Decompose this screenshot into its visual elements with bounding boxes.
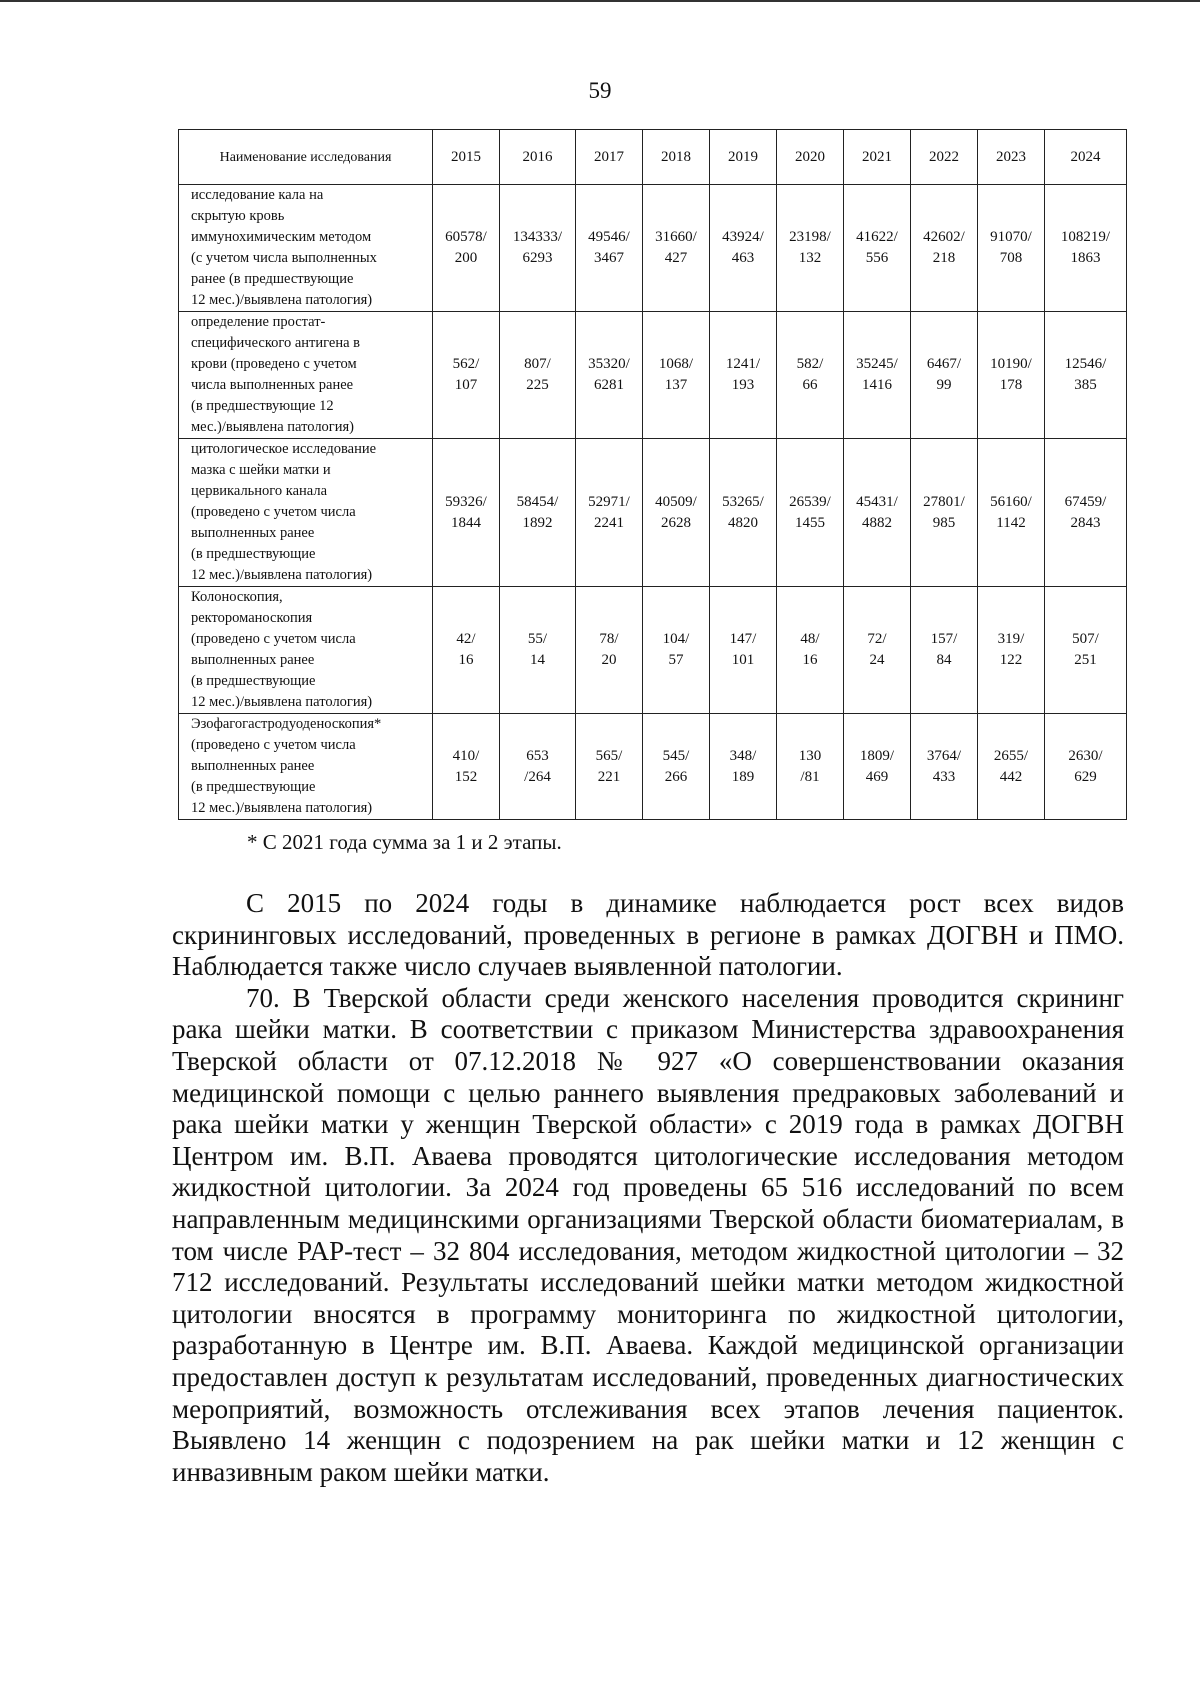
total-count: 41622/ [856, 229, 898, 245]
study-name-line: 12 мес.)/выявлена патология) [191, 292, 373, 308]
pathology-count: 84 [936, 652, 952, 668]
total-count: 59326/ [445, 493, 487, 510]
study-name-line: скрытую кровь [191, 208, 285, 224]
study-name-line: специфического антигена в [191, 335, 361, 351]
pathology-count: 24 [869, 652, 885, 668]
pathology-count: 189 [731, 768, 755, 785]
value-cell [433, 439, 500, 587]
pathology-count: /81 [800, 768, 820, 785]
total-count: 78/ [599, 631, 619, 647]
study-name-line: (в предшествующие [191, 673, 316, 689]
study-name-line: (в предшествующие 12 [191, 398, 334, 414]
pathology-count: 385 [1074, 377, 1097, 393]
pathology-count: 6293 [522, 250, 553, 266]
pathology-count: 101 [731, 652, 755, 668]
year-header: 2017 [576, 130, 643, 185]
study-name-line: 12 мес.)/выявлена патология) [191, 694, 373, 710]
total-count: 42602/ [923, 229, 965, 245]
study-name-line: 12 мес.)/выявлена патология) [191, 567, 373, 583]
pathology-count: 107 [454, 377, 478, 393]
value-cell [576, 587, 643, 714]
value-cell [777, 587, 844, 714]
pathology-count: 200 [454, 250, 478, 266]
total-count: 1068/ [658, 356, 694, 372]
total-count: 35245/ [856, 356, 898, 372]
value-cell [911, 714, 978, 820]
pathology-count: 1863 [1070, 250, 1101, 266]
value-cell [911, 587, 978, 714]
pathology-count: 1142 [996, 514, 1026, 531]
study-name-line: крови (проведено с учетом [191, 356, 357, 372]
pathology-count: 4820 [728, 514, 758, 531]
total-count: 565/ [595, 747, 623, 764]
total-count: 562/ [452, 356, 480, 372]
value-cell [433, 587, 500, 714]
study-name-line: (проведено с учетом числа [191, 631, 356, 647]
year-header: 2020 [777, 130, 844, 185]
study-name-line: (проведено с учетом числа [191, 504, 356, 520]
page-top-edge [0, 0, 1200, 2]
value-cell [844, 312, 911, 439]
study-name-line: выполненных ранее [191, 525, 315, 541]
pathology-count: 137 [664, 377, 688, 393]
total-count: 91070/ [990, 229, 1032, 245]
pathology-count: 225 [526, 377, 549, 393]
value-cell [978, 714, 1045, 820]
pathology-count: 99 [936, 377, 952, 393]
value-cell [500, 439, 576, 587]
pathology-count: 193 [731, 377, 755, 393]
pathology-count: 433 [932, 768, 956, 785]
value-cell [710, 312, 777, 439]
total-count: 582/ [796, 356, 824, 372]
value-cell [576, 439, 643, 587]
pathology-count: 266 [664, 768, 688, 785]
study-name-line: (в предшествующие [191, 779, 316, 795]
study-name-line: мазка с шейки матки и [191, 462, 331, 478]
study-name-line: 12 мес.)/выявлена патология) [191, 800, 373, 816]
pathology-count: 14 [530, 652, 545, 668]
total-count: 134333/ [512, 229, 563, 245]
pathology-count: 463 [731, 250, 755, 266]
value-cell [777, 312, 844, 439]
total-count: 27801/ [923, 493, 965, 510]
pathology-count: 57 [668, 652, 684, 668]
pathology-count: 20 [601, 652, 617, 668]
pathology-count: 469 [865, 768, 889, 785]
total-count: 1241/ [725, 356, 761, 372]
total-count: 55/ [527, 631, 548, 647]
total-count: 43924/ [722, 229, 764, 245]
study-name-cell [179, 185, 433, 312]
pathology-count: 122 [999, 652, 1023, 668]
value-cell [643, 185, 710, 312]
value-cell [710, 714, 777, 820]
pathology-count: 1844 [451, 514, 481, 531]
name-column-header: Наименование исследования [179, 130, 433, 185]
total-count: 23198/ [789, 229, 831, 245]
total-count: 56160/ [990, 493, 1032, 510]
screening-table [178, 129, 1127, 820]
total-count: 67459/ [1064, 493, 1107, 510]
value-cell [911, 439, 978, 587]
year-header: 2024 [1045, 130, 1127, 185]
study-name-line: выполненных ранее [191, 758, 315, 774]
pathology-count: 442 [999, 768, 1023, 785]
pathology-count: 132 [798, 250, 822, 266]
study-name-line: (проведено с учетом числа [191, 737, 356, 753]
value-cell [911, 185, 978, 312]
pathology-count: 251 [1074, 652, 1097, 668]
value-cell [777, 714, 844, 820]
value-cell [643, 587, 710, 714]
study-name-line: цитологическое исследование [191, 441, 377, 457]
value-cell [978, 587, 1045, 714]
total-count: 48/ [800, 631, 820, 647]
total-count: 49546/ [588, 229, 630, 245]
total-count: 2655/ [993, 747, 1029, 764]
year-header: 2023 [978, 130, 1045, 185]
value-cell [1045, 587, 1127, 714]
value-cell [1045, 312, 1127, 439]
value-cell [643, 312, 710, 439]
study-name-line: Эзофагогастродуоденоскопия* [191, 716, 382, 732]
total-count: 45431/ [856, 493, 898, 510]
value-cell [433, 185, 500, 312]
pathology-count: 1892 [522, 514, 553, 531]
year-header: 2018 [643, 130, 710, 185]
total-count: 319/ [997, 631, 1025, 647]
total-count: 1809/ [859, 747, 895, 764]
study-name-cell [179, 439, 433, 587]
pathology-count: 708 [999, 250, 1023, 266]
paragraph: 70. В Тверской области среди женского населения проводится скрининг рака шейки матки. В соответствии с приказом Министерства здравоохранения Тверской области от 07.12.2018 № 927 «О совершенствовании оказания медицинской помощи с целью раннего выявления предраковых заболеваний и рака шейки матки у женщин Тверской области» с 2019 года в рамках ДОГВН Центром им. В.П. Аваева проводятся цитологические исследования методом жидкостной цитологии. За 2024 год проведены 65 516 исследований по всем направленным медицинскими организациями Тверской области биоматериалам, в том числе PAP-тест – 32 804 исследования, методом жидкостной цитологии – 32 712 исследований. Результаты исследований шейки матки методом жидкостной цитологии вносятся в программу мониторинга по жидкостной цитологии, разработанную в Центре им. В.П. Аваева. Каждой медицинской организации предоставлен доступ к результатам исследований, проведенных диагностических мероприятий, возможность отслеживания всех этапов лечения пациенток. Выявлено 14 женщин с подозрением на рак шейки матки и 12 женщин с инвазивным раком шейки матки. [172, 982, 1124, 1487]
pathology-count: 16 [802, 652, 818, 668]
value-cell [643, 714, 710, 820]
year-header: 2022 [911, 130, 978, 185]
pathology-count: 6281 [594, 377, 624, 393]
pathology-count: 556 [865, 250, 889, 266]
value-cell [710, 185, 777, 312]
body-text [172, 888, 1124, 1488]
table-row [179, 185, 1127, 312]
pathology-count: 2628 [661, 514, 691, 531]
value-cell [710, 439, 777, 587]
total-count: 157/ [930, 631, 958, 647]
total-count: 2630/ [1068, 747, 1103, 764]
study-name-cell [179, 312, 433, 439]
total-count: 31660/ [655, 229, 697, 245]
study-name-cell [179, 714, 433, 820]
value-cell [978, 439, 1045, 587]
study-name-line: цервикального канала [191, 483, 328, 499]
value-cell [844, 439, 911, 587]
page-number: 59 [588, 78, 612, 103]
value-cell [844, 185, 911, 312]
value-cell [500, 587, 576, 714]
total-count: 147/ [729, 631, 757, 647]
study-name-line: определение простат- [191, 314, 326, 330]
value-cell [844, 587, 911, 714]
study-name-line: исследование кала на [191, 187, 324, 203]
value-cell [844, 714, 911, 820]
year-header: 2021 [844, 130, 911, 185]
table-row [179, 312, 1127, 439]
value-cell [500, 714, 576, 820]
value-cell [576, 312, 643, 439]
pathology-count: 218 [932, 250, 956, 266]
total-count: 60578/ [445, 229, 487, 245]
pathology-count: 221 [597, 768, 621, 785]
study-name-line: (с учетом числа выполненных [191, 250, 377, 266]
total-count: 130 [798, 747, 822, 764]
value-cell [1045, 185, 1127, 312]
value-cell [576, 714, 643, 820]
value-cell [433, 312, 500, 439]
total-count: 104/ [662, 631, 690, 647]
total-count: 40509/ [655, 493, 697, 510]
study-name-line: Колоноскопия, [191, 589, 283, 605]
year-header: 2019 [710, 130, 777, 185]
year-header: 2015 [433, 130, 500, 185]
value-cell [978, 185, 1045, 312]
value-cell [643, 439, 710, 587]
pathology-count: 66 [802, 377, 818, 393]
study-name-line: мес.)/выявлена патология) [191, 419, 355, 435]
total-count: 807/ [524, 356, 551, 372]
total-count: 12546/ [1064, 356, 1107, 372]
total-count: 10190/ [990, 356, 1032, 372]
value-cell [777, 439, 844, 587]
pathology-count: 1416 [862, 377, 892, 393]
value-cell [500, 312, 576, 439]
table-footnote: * С 2021 года сумма за 1 и 2 этапы. [247, 830, 562, 854]
total-count: 3764/ [926, 747, 962, 764]
study-name-line: (в предшествующие [191, 546, 316, 562]
table-row [179, 714, 1127, 820]
table-row [179, 587, 1127, 714]
total-count: 108219/ [1060, 229, 1111, 245]
total-count: 410/ [452, 747, 480, 764]
table-header-row [179, 130, 1127, 185]
value-cell [1045, 714, 1127, 820]
total-count: 6467/ [926, 356, 962, 372]
value-cell [433, 714, 500, 820]
study-name-line: ранее (в предшествующие [191, 271, 354, 287]
total-count: 35320/ [588, 356, 630, 372]
value-cell [500, 185, 576, 312]
total-count: 72/ [867, 631, 887, 647]
total-count: 653 [526, 747, 549, 764]
value-cell [1045, 439, 1127, 587]
pathology-count: 16 [458, 652, 474, 668]
pathology-count: 2241 [594, 514, 624, 531]
pathology-count: 4882 [862, 514, 892, 531]
study-name-line: иммунохимическим методом [191, 229, 372, 245]
pathology-count: 985 [932, 514, 956, 531]
pathology-count: 629 [1074, 768, 1097, 785]
pathology-count: 2843 [1070, 514, 1101, 531]
total-count: 53265/ [722, 493, 764, 510]
year-header: 2016 [500, 130, 576, 185]
table-row [179, 439, 1127, 587]
pathology-count: /264 [524, 768, 551, 785]
value-cell [777, 185, 844, 312]
paragraph: С 2015 по 2024 годы в динамике наблюдается рост всех видов скрининговых исследований, проведенных в регионе в рамках ДОГВН и ПМО. Наблюдается также число случаев выявленной патологии. [172, 888, 1124, 982]
value-cell [576, 185, 643, 312]
study-name-line: числа выполненных ранее [191, 377, 354, 393]
study-name-cell [179, 587, 433, 714]
total-count: 348/ [729, 747, 757, 764]
total-count: 58454/ [516, 493, 559, 510]
total-count: 52971/ [588, 493, 630, 510]
study-name-line: ректороманоскопия [191, 610, 313, 626]
value-cell [911, 312, 978, 439]
pathology-count: 1455 [795, 514, 825, 531]
pathology-count: 152 [454, 768, 478, 785]
total-count: 507/ [1072, 631, 1099, 647]
value-cell [710, 587, 777, 714]
study-name-line: выполненных ранее [191, 652, 315, 668]
total-count: 545/ [662, 747, 690, 764]
pathology-count: 427 [664, 250, 688, 266]
value-cell [978, 312, 1045, 439]
total-count: 26539/ [789, 493, 831, 510]
total-count: 42/ [456, 631, 476, 647]
pathology-count: 3467 [594, 250, 624, 266]
pathology-count: 178 [999, 377, 1023, 393]
